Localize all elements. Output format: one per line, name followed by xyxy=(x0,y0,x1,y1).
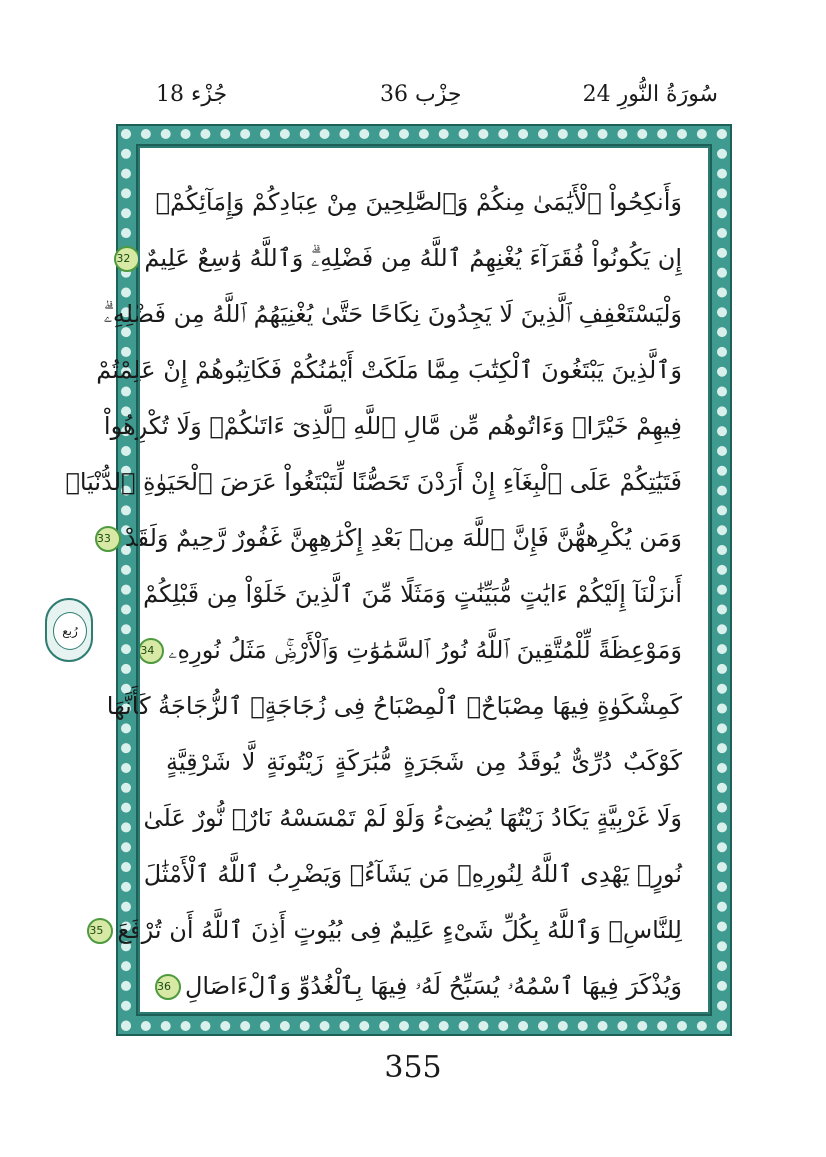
text-line-7 xyxy=(96,518,682,558)
text-line-11 xyxy=(166,742,682,782)
text-line-8 xyxy=(143,574,682,614)
line-text: نُورٍۗ يَهْدِى ٱللَّهُ لِنُورِهِۦ مَن يَشَآءُۚ وَيَضْرِبُ ٱللَّهُ ٱلْأَمْثَٰلَ xyxy=(143,860,682,888)
ayah-marker-35: 35 xyxy=(87,918,113,944)
rub-marker-icon xyxy=(45,598,93,662)
juz-label: جُزْء 18 xyxy=(156,82,228,107)
text-line-5 xyxy=(103,406,682,446)
text-line-1 xyxy=(155,182,682,222)
surah-title: 24 سُورَةُ النُّورِ xyxy=(582,82,718,107)
line-text: فِيهِمْ خَيْرًاۖ وَءَاتُوهُم مِّن مَّالِ ٱللَّهِ ٱلَّذِىٓ ءَاتَىٰكُمْۚ وَلَا تُكْرِهُواْ xyxy=(103,412,682,440)
rub-marker-label: رُبع xyxy=(53,612,87,650)
hizb-label: حِزْب 36 xyxy=(380,82,462,107)
line-text: كَوْكَبٌ دُرِّىٌّ يُوقَدُ مِن شَجَرَةٍ مُّبَٰرَكَةٍ زَيْتُونَةٍ لَّا شَرْقِيَّةٍ xyxy=(166,748,682,776)
line-text: فَتَيَٰتِكُمْ عَلَى ٱلْبِغَآءِ إِنْ أَرَدْنَ تَحَصُّنًا لِّتَبْتَغُواْ عَرَضَ ٱلْحَيَوٰةِ ٱلدُّنْيَاۚ xyxy=(65,468,682,496)
line-text: وَٱلَّذِينَ يَبْتَغُونَ ٱلْكِتَٰبَ مِمَّا مَلَكَتْ أَيْمَٰنُكُمْ فَكَاتِبُوهُمْ إِنْ عَلِمْتُمْ xyxy=(96,356,682,384)
page-number: 355 xyxy=(384,1050,442,1085)
text-line-9 xyxy=(140,630,682,670)
line-text: وَلَا غَرْبِيَّةٍ يَكَادُ زَيْتُهَا يُضِىٓءُ وَلَوْ لَمْ تَمْسَسْهُ نَارٌۚ نُّورٌ عَلَىٰ xyxy=(143,804,682,832)
line-text: كَمِشْكَوٰةٍ فِيهَا مِصْبَاحٌۖ ٱلْمِصْبَاحُ فِى زُجَاجَةٍۖ ٱلزُّجَاجَةُ كَأَنَّهَا xyxy=(106,692,682,720)
text-line-14 xyxy=(89,910,682,950)
text-line-13 xyxy=(143,854,682,894)
line-text: إِن يَكُونُواْ فُقَرَآءَ يُغْنِهِمُ ٱللَّهُ مِن فَضْلِهِۦۗ وَٱللَّهُ وَٰسِعٌ عَلِيمٌ xyxy=(144,244,682,272)
text-line-15 xyxy=(156,966,682,1006)
ayah-marker-32: 32 xyxy=(114,246,140,272)
line-text: وَمَوْعِظَةً لِّلْمُتَّقِينَ ٱللَّهُ نُورُ ٱلسَّمَٰوَٰتِ وَٱلْأَرْضِۚ مَثَلُ نُورِهِۦ xyxy=(168,636,682,664)
line-text: وَأَنكِحُواْ ٱلْأَيَٰمَىٰ مِنكُمْ وَٱلصَّٰلِحِينَ مِنْ عِبَادِكُمْ وَإِمَآئِكُمْۚ xyxy=(155,188,682,216)
text-line-10 xyxy=(106,686,682,726)
ayah-marker-34: 34 xyxy=(138,638,164,664)
page-header xyxy=(118,80,728,116)
text-line-3 xyxy=(103,294,682,334)
line-text: لِلنَّاسِۗ وَٱللَّهُ بِكُلِّ شَىْءٍ عَلِيمٌ فِى بُيُوتٍ أَذِنَ ٱللَّهُ أَن تُرْفَعَ xyxy=(117,916,682,944)
text-line-4 xyxy=(96,350,682,390)
text-line-12 xyxy=(143,798,682,838)
text-line-6 xyxy=(65,462,682,502)
text-line-2 xyxy=(116,238,682,278)
ayah-marker-33: 33 xyxy=(95,526,121,552)
line-text: وَلْيَسْتَعْفِفِ ٱلَّذِينَ لَا يَجِدُونَ نِكَاحًا حَتَّىٰ يُغْنِيَهُمُ ٱللَّهُ مِن فَضْلِهِۦۗ xyxy=(103,300,682,328)
line-text: وَيُذْكَرَ فِيهَا ٱسْمُهُۥ يُسَبِّحُ لَهُۥ فِيهَا بِٱلْغُدُوِّ وَٱلْءَاصَالِ xyxy=(184,972,682,1000)
line-text: وَمَن يُكْرِههُّنَّ فَإِنَّ ٱللَّهَ مِنۢ بَعْدِ إِكْرَٰهِهِنَّ غَفُورٌ رَّحِيمٌ وَلَقَدْ xyxy=(124,524,682,552)
line-text: أَنزَلْنَآ إِلَيْكُمْ ءَايَٰتٍ مُّبَيِّنَٰتٍ وَمَثَلًا مِّنَ ٱلَّذِينَ خَلَوْاْ مِن قَبْلِكُمْ xyxy=(143,580,682,608)
ayah-marker-36: 36 xyxy=(155,974,181,1000)
